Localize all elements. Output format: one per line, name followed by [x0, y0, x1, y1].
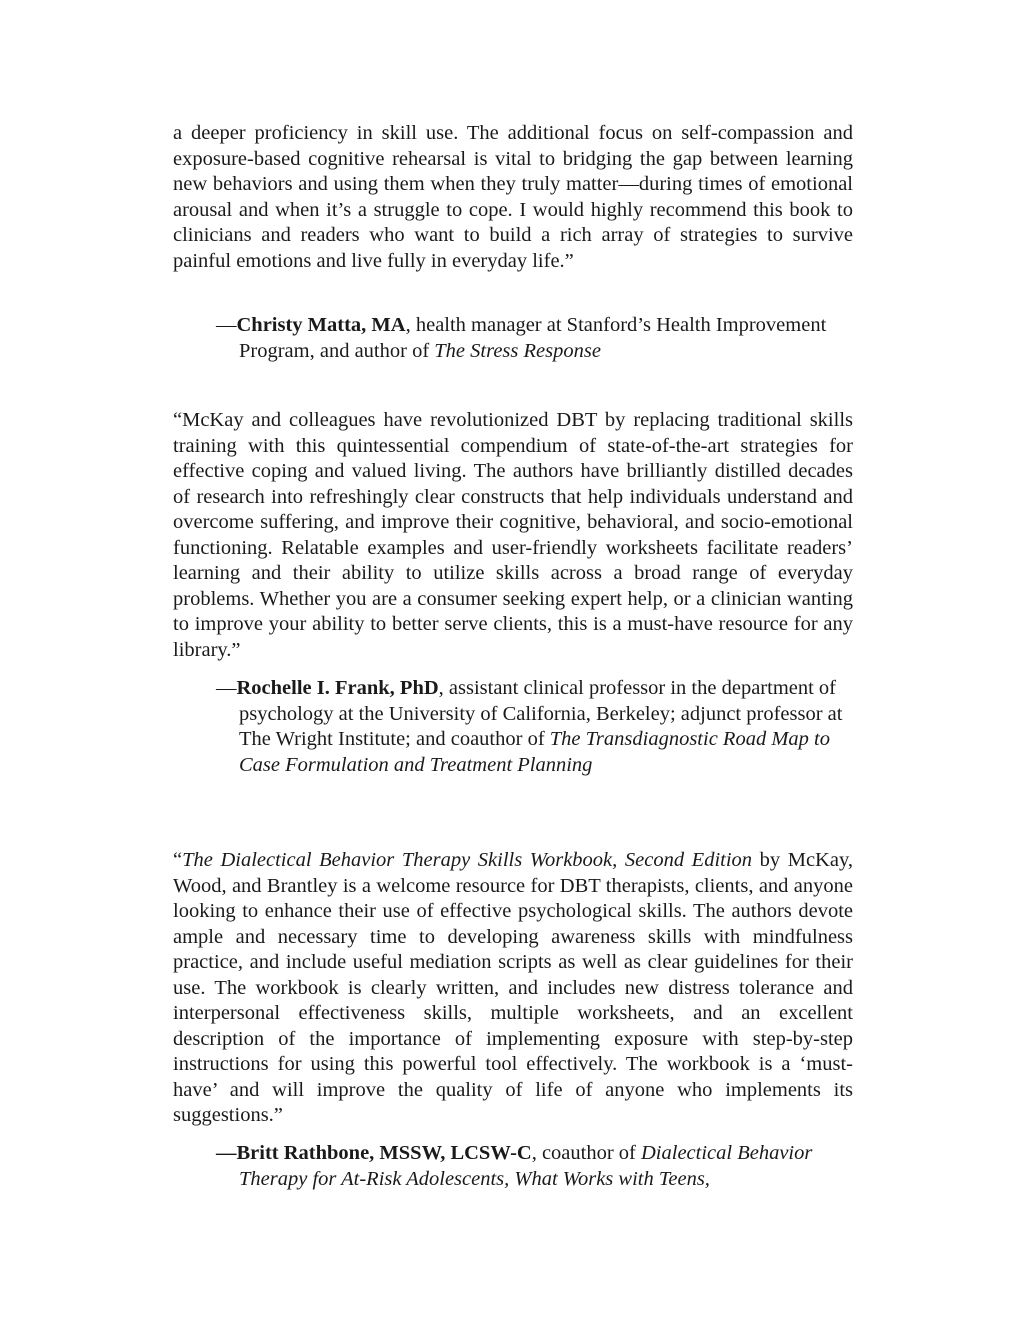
blurb-3-quote: “The Dialectical Behavior Therapy Skills Workbook, Second Edition by McKay, Wood, and Brantley is a welcome resource for DBT therapists, clients, and anyone looking to enhance their use of effective psychological skills. The authors devote ample and necessary time to developing awareness skills with mindfulness practice, and include useful mediation scripts as well as clear guidelines for their use. The workbook is clearly written, and includes new distress tolerance and interpersonal effectiveness skills, multiple worksheets, and an excellent description of the importance of implementing exposure with step-by-step instructions for using this powerful tool effectively. The workbook is a ‘must-have’ and will improve the quality of life of anyone who implements its suggestions.” [173, 849, 853, 1126]
blurb-1-author-name: Christy Matta, MA [236, 314, 406, 336]
blurb-3-book-title: Dialectical Behavior Therapy for At-Risk Adolescents, What Works with Teens, [239, 1142, 813, 1190]
blurb-2-quote: “McKay and colleagues have revolutionized DBT by replacing traditional skills training with this quintessential compendium of state-of-the-art strategies for effective coping and valued living. The authors have brilliantly distilled decades of research into refreshingly clear constructs that help individuals understand and overcome suffering, and improve their cognitive, behavioral, and socio-emotional functioning. Relatable examples and user-friendly worksheets facilitate readers’ learning and their ability to utilize skills across a broad range of everyday problems. Whether you are a consumer seeking expert help, or a clinician wanting to improve your ability to better serve clients, this is a must-have resource for any library.” [173, 409, 853, 661]
blurb-3-author-name: Britt Rathbone, MSSW, LCSW-C [236, 1142, 532, 1164]
blurb-2-attribution: —Rochelle I. Frank, PhD, assistant clinical professor in the department of psychology at the University of California, Berkeley; adjunct professor at The Wright Institute; and coauthor of The Transdiagnostic Road Map to Case Formulation and Treatment Planning [216, 677, 843, 776]
blurb-2-book-title: The Transdiagnostic Road Map to Case Formulation and Treatment Planning [239, 728, 830, 776]
blurb-2-author-name: Rochelle I. Frank, PhD [236, 677, 439, 699]
blurb-3-attribution: —Britt Rathbone, MSSW, LCSW-C, coauthor of Dialectical Behavior Therapy for At-Risk Adolescents, What Works with Teens, [216, 1142, 813, 1190]
blurb-1-book-title: The Stress Response [434, 339, 601, 362]
blurb-1-attribution: —Christy Matta, MA, health manager at Stanford’s Health Improvement Program, and author of The Stress Response [216, 314, 827, 362]
blurb-1-quote: a deeper proficiency in skill use. The additional focus on self-compassion and exposure-based cognitive rehearsal is vital to bridging the gap between learning new behaviors and using them when they truly matter—during times of emotional arousal and when it’s a struggle to cope. I would highly recommend this book to clinicians and readers who want to build a rich array of strategies to survive painful emotions and live fully in everyday life.” [173, 122, 853, 272]
blurb-3-quoted-title: The Dialectical Behavior Therapy Skills Workbook, Second Edition [182, 849, 753, 871]
